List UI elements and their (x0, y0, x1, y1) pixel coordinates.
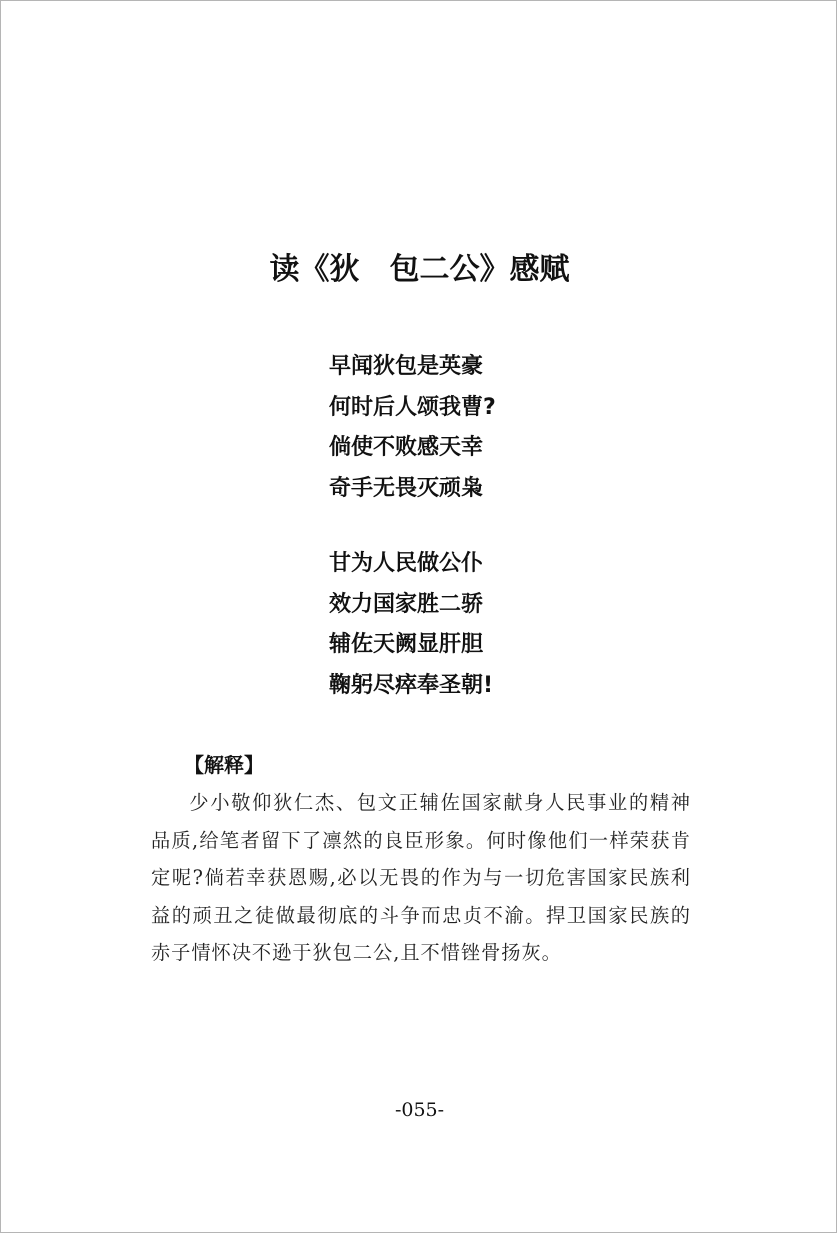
poem-stanza-1 (329, 347, 496, 509)
explanation-heading: 【解释】 (184, 753, 264, 777)
page-number: -055- (394, 1099, 445, 1121)
poem-title: 读《狄 包二公》感赋 (269, 252, 570, 287)
poem-line: 何时后人颂我曹? (329, 394, 496, 420)
poem-stanza-2 (329, 544, 493, 706)
poem-line: 效力国家胜二骄 (329, 591, 484, 617)
poem-line: 辅佐天阙显肝胆 (329, 632, 484, 657)
poem-line: 早闻狄包是英豪 (329, 354, 484, 379)
poem-line: 奇手无畏灭顽枭 (329, 475, 484, 501)
poem-line: 倘使不败感天幸 (329, 435, 484, 460)
poem-line: 鞠躬尽瘁奉圣朝! (329, 672, 494, 698)
explanation-paragraph: 少小敬仰狄仁杰、包文正辅佐国家献身人民事业的精神品质,给笔者留下了凛然的良臣形象。何时像他们一样荣获肯定呢?倘若幸获恩赐,必以无畏的作为与一切危害国家民族利益的顽丑之徒做最彻底的斗争而忠贞不渝。捍卫国家民族的赤子情怀决不逊于狄包二公,且不惜锉骨扬灰。 (151, 791, 691, 964)
poem-line: 甘为人民做公仆 (329, 551, 484, 576)
